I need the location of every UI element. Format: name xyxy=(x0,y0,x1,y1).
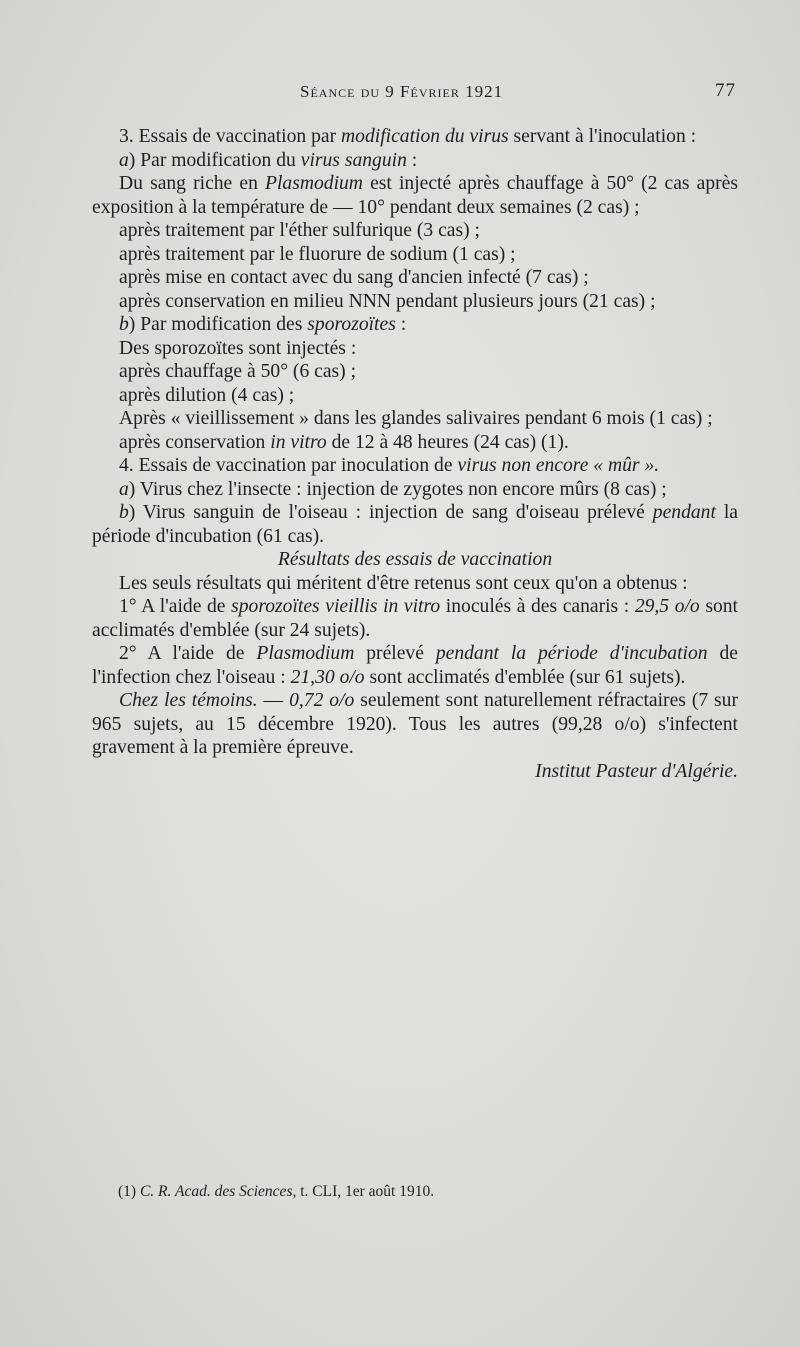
italic-text: a xyxy=(119,478,129,500)
text-run: Du sang riche en xyxy=(119,173,265,194)
text-run: 3. Essais de vaccination par xyxy=(119,126,341,147)
footnote xyxy=(118,1182,738,1202)
text-run: 4. Essais de vaccination par inoculation de xyxy=(119,455,458,476)
text-run: 2° A l'aide de xyxy=(119,643,257,664)
text-run: : xyxy=(406,149,418,171)
text-run: après dilution (4 cas) ; xyxy=(119,384,295,406)
text-run: après mise en contact avec du sang d'ancien infecté (7 cas) ; xyxy=(119,267,589,288)
italic-text: Plasmodium xyxy=(256,643,355,664)
text-run: , t. CLI, 1er août 1910. xyxy=(292,1183,435,1200)
paragraph xyxy=(92,149,738,173)
signature: Institut Pasteur d'Algérie. xyxy=(535,760,738,782)
text-run: Des sporozoïtes sont injectés : xyxy=(119,337,357,359)
text-run: 1° A l'aide de xyxy=(119,596,232,617)
text-run: de 12 à 48 heures (24 cas) (1). xyxy=(326,431,569,453)
paragraph xyxy=(92,454,738,478)
result-paragraph xyxy=(92,595,738,642)
italic-text: sporozoïtes xyxy=(307,314,396,335)
paragraph xyxy=(92,501,738,548)
footnote-text xyxy=(140,1183,434,1200)
body-text xyxy=(92,125,738,783)
page-number: 77 xyxy=(715,80,736,101)
italic-text: C. R. Acad. des Sciences xyxy=(139,1183,293,1200)
paragraph xyxy=(92,125,738,149)
italic-text: virus sanguin xyxy=(300,149,407,171)
paragraph xyxy=(92,266,738,290)
italic-text: 0,72 o/o xyxy=(289,690,355,711)
header-title: Séance du 9 Février 1921 xyxy=(300,82,504,101)
italic-text: modification du virus xyxy=(341,126,509,147)
italic-text: pendant la période d'incubation xyxy=(435,643,708,664)
text-run: ) Par modification du xyxy=(128,149,301,171)
paragraph xyxy=(92,478,738,502)
section-heading: Résultats des essais de vaccination xyxy=(277,549,553,570)
page-header xyxy=(0,78,800,108)
text-run: : xyxy=(395,314,407,335)
paragraph xyxy=(92,360,738,384)
text-run: servant à l'inoculation : xyxy=(508,126,697,147)
italic-text: sporozoïtes vieillis in vitro xyxy=(231,596,441,617)
text-run: Après « vieillissement » dans les glandes salivaires pendant 6 mois (1 cas) ; xyxy=(119,408,713,429)
italic-text: b xyxy=(119,314,129,335)
paragraph xyxy=(92,431,738,455)
footnote-marker: (1) xyxy=(118,1183,137,1200)
italic-text: 29,5 o/o xyxy=(634,596,700,617)
paragraph xyxy=(92,219,738,243)
text-run: sont acclimatés d'emblée (sur 61 sujets). xyxy=(364,666,686,688)
text-run: ) Virus chez l'insecte : injection de zygotes non encore mûrs (8 cas) ; xyxy=(128,478,667,500)
italic-text: Plasmodium xyxy=(264,173,363,194)
italic-text: b xyxy=(119,502,129,523)
italic-text: in vitro xyxy=(270,431,327,453)
text-run: sont acclimatés d'emblée (sur 24 sujets). xyxy=(92,596,738,641)
result-paragraph xyxy=(92,689,738,760)
text-run: après conservation xyxy=(119,431,271,453)
text-run: prélevé xyxy=(354,643,436,664)
paragraph xyxy=(92,407,738,431)
text-run: après traitement par le fluorure de sodium (1 cas) ; xyxy=(119,243,516,265)
text-run: après chauffage à 50° (6 cas) ; xyxy=(119,361,357,382)
italic-text: a xyxy=(119,149,129,171)
italic-text: 21,30 o/o xyxy=(290,666,365,688)
paragraph xyxy=(92,337,738,361)
text-run: inoculés à des canaris : xyxy=(440,596,635,617)
paragraph xyxy=(92,243,738,267)
text-run: seulement sont naturellement réfractaires (7 sur 965 sujets, au 15 décembre 1920). Tous les autres (99,28 o/o) s'infectent gravement à la première épreuve. xyxy=(92,690,739,758)
text-run: Les seuls résultats qui méritent d'être retenus sont ceux qu'on a obtenus : xyxy=(119,572,688,594)
text-run: après conservation en milieu NNN pendant plusieurs jours (21 cas) ; xyxy=(119,290,656,312)
text-run: de l'infection chez l'oiseau : xyxy=(92,643,738,688)
result-paragraph xyxy=(92,642,738,689)
text-run: la période d'incubation (61 cas). xyxy=(92,502,739,547)
text-run: après traitement par l'éther sulfurique (3 cas) ; xyxy=(119,220,480,241)
result-paragraph xyxy=(92,572,738,596)
methods-section xyxy=(92,125,738,548)
text-run: ) Virus sanguin de l'oiseau : injection de sang d'oiseau prélevé xyxy=(128,502,653,523)
text-run: est injecté après chauffage à 50° (2 cas après exposition à la température de — 10° pendant deux semaines (2 cas) ; xyxy=(92,173,738,218)
italic-text: Chez les témoins. xyxy=(119,690,258,711)
paragraph xyxy=(92,313,738,337)
paragraph xyxy=(92,172,738,219)
text-run: — xyxy=(257,690,290,711)
results-section xyxy=(92,572,738,760)
italic-text: pendant xyxy=(652,502,716,523)
text-run: ) Par modification des xyxy=(128,314,308,335)
paragraph xyxy=(92,290,738,314)
italic-text: virus non encore « mûr ». xyxy=(457,455,660,476)
paragraph xyxy=(92,384,738,408)
